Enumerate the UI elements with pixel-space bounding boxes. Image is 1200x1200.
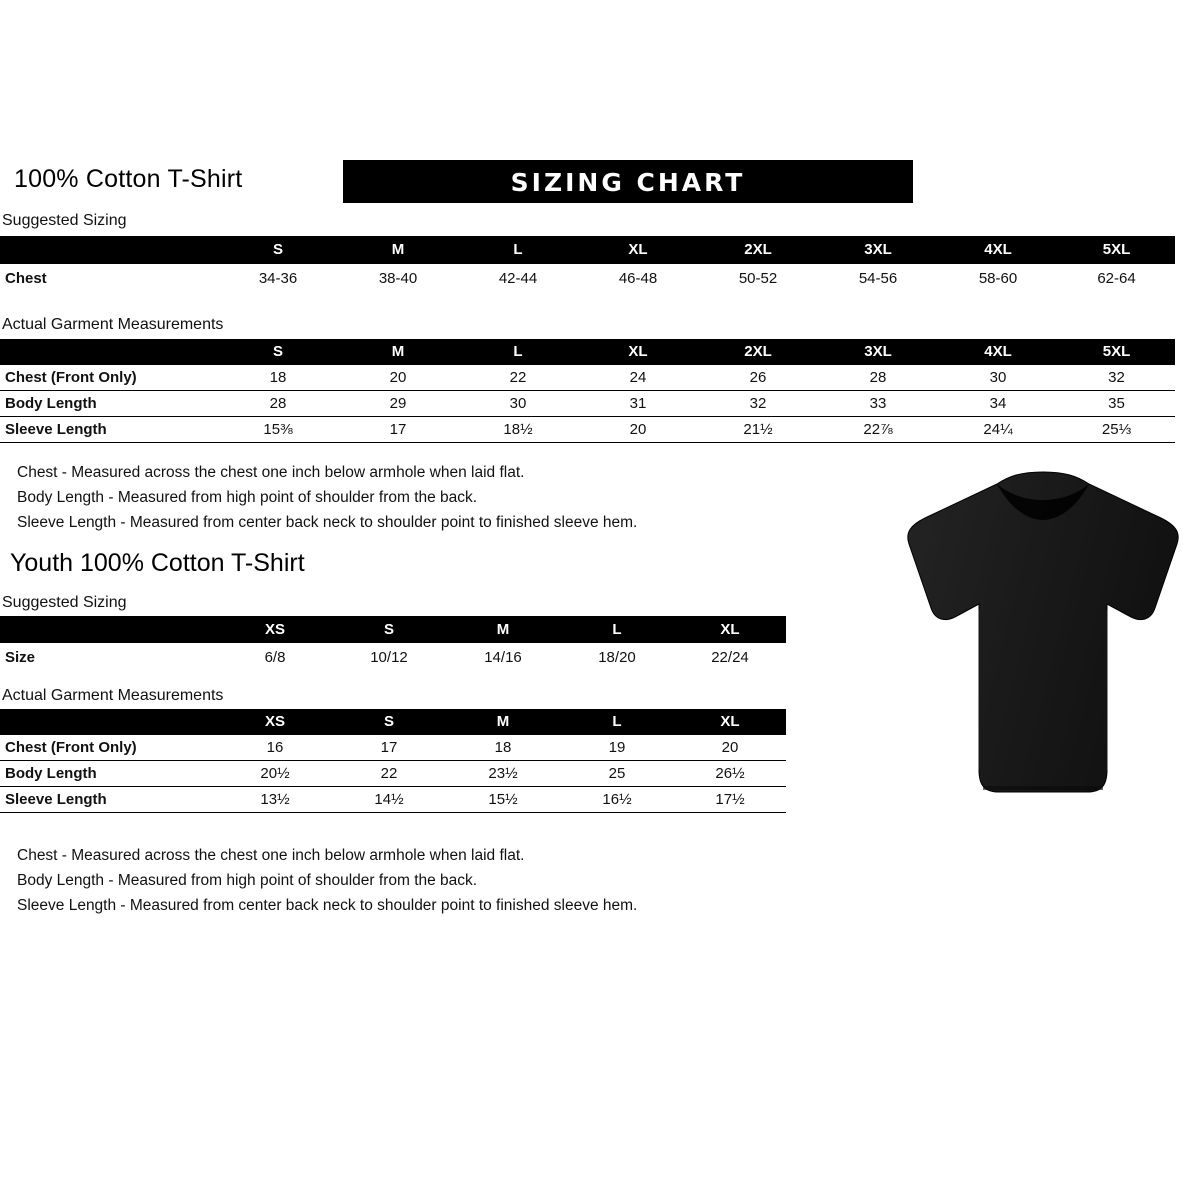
col-header: XL	[674, 616, 786, 643]
col-header: 5XL	[1058, 236, 1175, 264]
cell: 18	[494, 739, 512, 756]
col-header: L	[560, 709, 674, 735]
col-header: 2XL	[698, 339, 818, 365]
cell: 19	[608, 739, 626, 756]
table-row	[0, 735, 786, 761]
adult-measurement-notes	[17, 460, 637, 535]
cell: 17½	[715, 791, 745, 808]
col-header: L	[458, 236, 578, 264]
cell: 25⅓	[1101, 421, 1132, 438]
note-line: Sleeve Length - Measured from center back neck to shoulder point to finished sleeve hem.	[17, 897, 638, 914]
sizing-chart-banner	[343, 160, 913, 203]
cell: 15½	[488, 791, 518, 808]
col-header	[0, 236, 218, 264]
cell: 28	[869, 369, 887, 386]
cell: 26½	[715, 765, 745, 782]
col-header: XL	[674, 709, 786, 735]
cell: 20½	[260, 765, 290, 782]
cell: 26	[749, 369, 767, 386]
cell: 22/24	[711, 649, 749, 666]
table-header-row	[0, 339, 1175, 365]
col-header: S	[332, 616, 446, 643]
col-header: M	[446, 709, 560, 735]
note-line: Body Length - Measured from high point of shoulder from the back.	[17, 872, 478, 889]
note-line: Chest - Measured across the chest one inch below armhole when laid flat.	[17, 847, 525, 864]
col-header: M	[338, 236, 458, 264]
cell: 20	[389, 369, 407, 386]
cell: 17	[380, 739, 398, 756]
cell: 29	[389, 395, 407, 412]
cell: 16	[266, 739, 284, 756]
youth-measurement-notes	[17, 843, 637, 918]
table-header-row	[0, 616, 786, 643]
cell: 32	[749, 395, 767, 412]
note-line: Sleeve Length - Measured from center back neck to shoulder point to finished sleeve hem.	[17, 514, 638, 531]
cell: 18	[269, 369, 287, 386]
col-header: 4XL	[938, 236, 1058, 264]
note-line: Body Length - Measured from high point of shoulder from the back.	[17, 489, 478, 506]
cell: 22⅞	[863, 421, 893, 438]
cell: 30	[989, 369, 1007, 386]
cell: 28	[269, 395, 287, 412]
adult-suggested-label: Suggested Sizing	[2, 212, 127, 229]
row-label: Sleeve Length	[5, 791, 107, 808]
cell: 21½	[743, 421, 773, 438]
row-label: Body Length	[5, 765, 97, 782]
col-header	[0, 709, 218, 735]
black-tshirt-icon	[893, 470, 1193, 810]
cell: 14/16	[484, 649, 522, 666]
cell: 30	[509, 395, 527, 412]
cell: 14½	[374, 791, 404, 808]
col-header: S	[332, 709, 446, 735]
cell: 35	[1108, 395, 1125, 412]
col-header: 3XL	[818, 339, 938, 365]
cell: 50-52	[738, 270, 778, 287]
table-row	[0, 391, 1175, 417]
adult-actual-label: Actual Garment Measurements	[2, 316, 224, 333]
table-row	[0, 365, 1175, 391]
table-row	[0, 417, 1175, 443]
row-label: Chest (Front Only)	[5, 739, 137, 756]
adult-section-title: 100% Cotton T-Shirt	[14, 165, 243, 193]
table-row	[0, 787, 786, 813]
row-label: Chest	[5, 270, 47, 287]
cell: 58-60	[978, 270, 1018, 287]
row-label: Sleeve Length	[5, 421, 107, 438]
table-header-row	[0, 709, 786, 735]
cell: 34-36	[258, 270, 298, 287]
col-header: 4XL	[938, 339, 1058, 365]
cell: 24	[629, 369, 647, 386]
cell: 54-56	[858, 270, 898, 287]
row-label: Body Length	[5, 395, 97, 412]
cell: 24¼	[983, 421, 1013, 438]
col-header: M	[338, 339, 458, 365]
table-row	[0, 761, 786, 787]
cell: 46-48	[618, 270, 658, 287]
cell: 34	[989, 395, 1007, 412]
cell: 22	[509, 369, 527, 386]
cell: 15⅜	[263, 421, 293, 438]
youth-section-title: Youth 100% Cotton T-Shirt	[10, 549, 305, 577]
table-row	[0, 264, 1175, 294]
sizing-chart-banner-label: SIZING CHART	[510, 168, 746, 197]
cell: 6/8	[264, 649, 286, 666]
cell: 38-40	[378, 270, 418, 287]
col-header: XS	[218, 616, 332, 643]
header-row	[14, 160, 1194, 204]
col-header: L	[560, 616, 674, 643]
youth-suggested-sizing-table	[0, 616, 786, 673]
row-label: Chest (Front Only)	[5, 369, 137, 386]
cell: 62-64	[1097, 270, 1136, 287]
col-header: 2XL	[698, 236, 818, 264]
tshirt-illustration	[893, 470, 1193, 810]
table-row	[0, 643, 786, 673]
col-header: 3XL	[818, 236, 938, 264]
cell: 20	[629, 421, 647, 438]
cell: 23½	[488, 765, 518, 782]
youth-suggested-label: Suggested Sizing	[2, 594, 127, 611]
youth-actual-label: Actual Garment Measurements	[2, 687, 224, 704]
col-header: S	[218, 339, 338, 365]
cell: 13½	[260, 791, 290, 808]
col-header: 5XL	[1058, 339, 1175, 365]
cell: 31	[629, 395, 647, 412]
cell: 22	[380, 765, 398, 782]
cell: 20	[721, 739, 739, 756]
col-header: L	[458, 339, 578, 365]
cell: 17	[389, 421, 407, 438]
col-header: XL	[578, 236, 698, 264]
col-header	[0, 339, 218, 365]
adult-suggested-sizing-table	[0, 236, 1175, 294]
cell: 16½	[602, 791, 632, 808]
youth-actual-measurements-table	[0, 709, 786, 813]
note-line: Chest - Measured across the chest one inch below armhole when laid flat.	[17, 464, 525, 481]
col-header: XL	[578, 339, 698, 365]
table-header-row	[0, 236, 1175, 264]
cell: 33	[869, 395, 887, 412]
cell: 25	[608, 765, 626, 782]
col-header: XS	[218, 709, 332, 735]
row-label: Size	[5, 649, 36, 666]
adult-actual-measurements-table	[0, 339, 1175, 443]
cell: 10/12	[370, 649, 408, 666]
col-header	[0, 616, 218, 643]
cell: 18/20	[598, 649, 636, 666]
col-header: M	[446, 616, 560, 643]
cell: 42-44	[498, 270, 538, 287]
col-header: S	[218, 236, 338, 264]
cell: 18½	[503, 421, 533, 438]
cell: 32	[1108, 369, 1125, 386]
